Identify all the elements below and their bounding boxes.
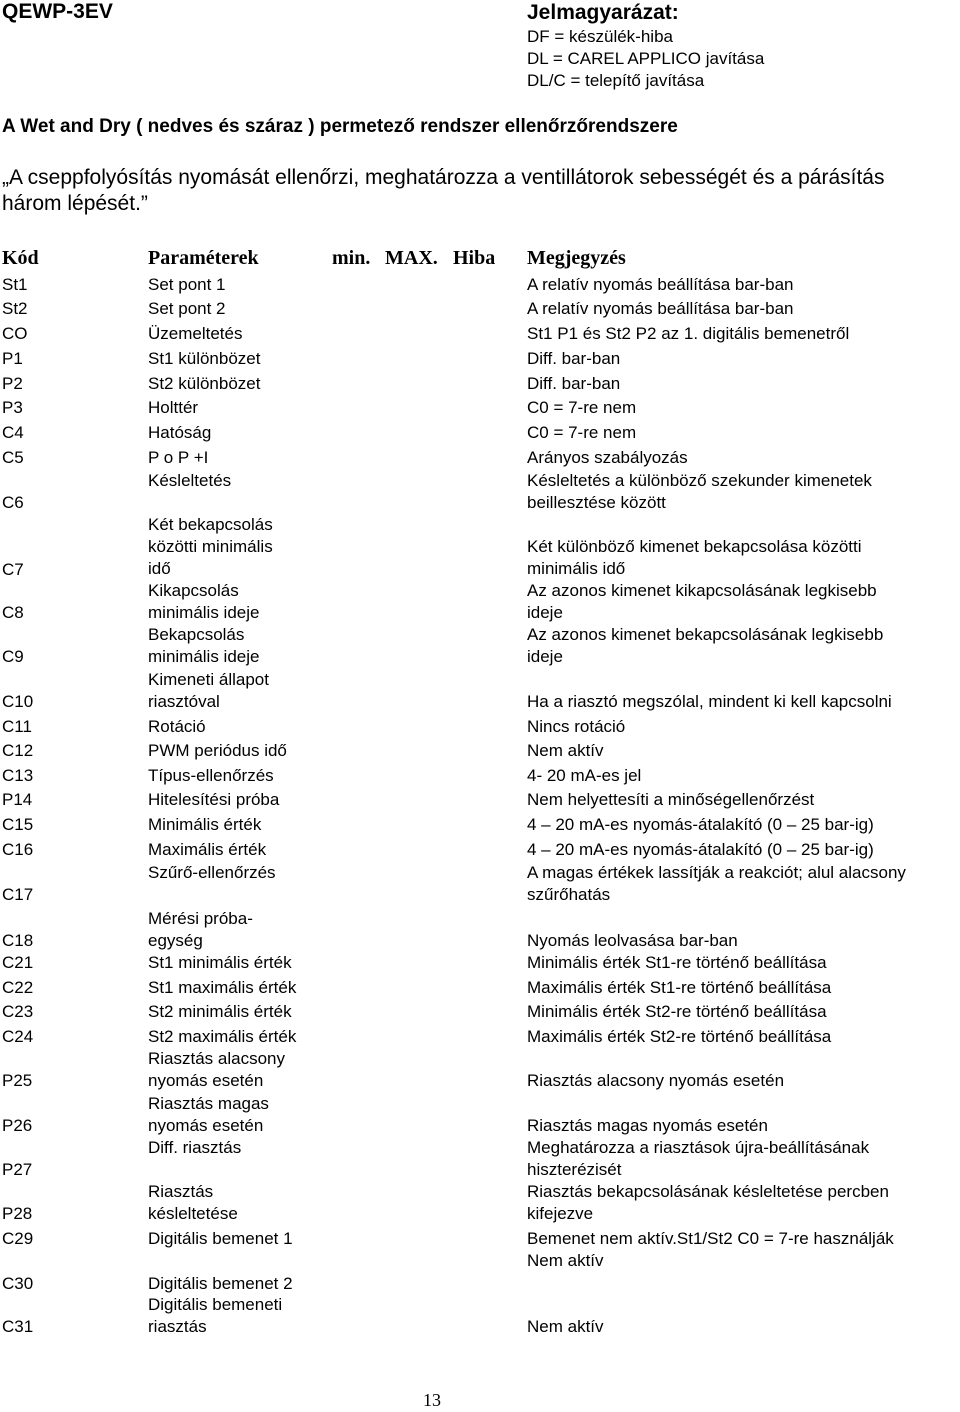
cell-note [527,470,872,514]
cell-note [527,1001,827,1023]
parameter-line: Digitális bemenet 2 [148,1274,293,1293]
cell-note [527,1070,784,1092]
note-line: ideje [527,603,563,622]
parameter-line: Kimeneti állapot [148,670,269,689]
cell-note [527,447,688,469]
cell-note [527,952,827,974]
note-line: Nem aktív [527,1317,604,1337]
cell-parameter [148,274,226,296]
cell-note [527,422,636,444]
cell-parameter [148,669,269,713]
note-line: szűrőhatás [527,885,611,904]
cell-note [527,1026,831,1048]
parameter-line: riasztóval [148,692,220,711]
cell-parameter [148,470,231,492]
cell-code: C7 [2,559,24,579]
cell-parameter [148,397,198,419]
parameter-line: St1 különbözet [148,349,261,368]
cell-note [527,1316,604,1338]
cell-parameter [148,348,260,370]
note-line: hiszterézisét [527,1160,622,1179]
header-code: Kód [2,247,39,269]
parameter-line: St2 különbözet [148,374,261,393]
cell-note [527,348,620,370]
note-line: Arányos szabályozás [527,448,688,467]
cell-code: C18 [2,931,34,951]
parameter-line: Riasztás alacsony [148,1049,286,1068]
parameter-line: Kikapcsolás [148,581,239,600]
note-line: A relatív nyomás beállítása bar-ban [527,275,794,294]
parameter-line: Riasztás magas [148,1094,269,1113]
parameter-line: Típus-ellenőrzés [148,766,274,785]
cell-code: C21 [2,953,34,972]
parameter-line: Riasztás [148,1182,214,1201]
note-line: Riasztás magas nyomás esetén [527,1116,768,1136]
cell-parameter [148,1048,285,1092]
cell-note [527,298,793,320]
cell-parameter [148,1273,293,1295]
parameter-line: St2 minimális érték [148,1002,292,1021]
note-line: Maximális érték St2-re történő beállítása [527,1027,832,1046]
note-line: minimális idő [527,559,626,579]
cell-code: C24 [2,1027,34,1046]
parameter-line: Hitelesítési próba [148,790,280,809]
parameter-line: riasztás [148,1317,207,1336]
parameter-line: St1 minimális érték [148,953,292,972]
parameter-line: P o P +I [148,448,209,467]
cell-note [527,1115,768,1137]
cell-code: P28 [2,1204,33,1224]
cell-note [527,1137,869,1181]
cell-code: P14 [2,790,33,809]
cell-note [527,930,738,952]
cell-note [527,814,874,836]
header-note: Megjegyzés [527,247,626,269]
cell-parameter [148,862,276,884]
cell-note [527,397,636,419]
section-title: A Wet and Dry ( nedves és száraz ) permetező rendszer ellenőrzőrendszere [2,116,678,137]
cell-note [527,691,892,713]
parameter-line: Két bekapcsolás [148,515,273,534]
cell-parameter [148,1181,238,1225]
parameter-line: idő [148,559,171,578]
note-line: Nem aktív [527,1251,604,1270]
cell-code: C17 [2,885,34,905]
cell-parameter [148,422,211,444]
parameter-line: Késleltetés [148,471,232,490]
cell-parameter [148,298,226,320]
parameter-line: nyomás esetén [148,1116,264,1135]
cell-parameter [148,1001,292,1023]
cell-parameter [148,447,208,469]
cell-parameter [148,1228,293,1250]
cell-parameter [148,323,242,345]
legend-item: DL/C = telepítő javítása [527,71,705,90]
parameter-line: minimális ideje [148,647,260,666]
cell-parameter [148,839,266,861]
note-line: Az azonos kimenet bekapcsolásának legkisebb [527,625,884,644]
note-line: C0 = 7-re nem [527,398,637,417]
page-number: 13 [423,1390,441,1410]
cell-note [527,274,793,296]
note-line: Késleltetés a különböző szekunder kimenetek [527,471,872,490]
legend-item: DL = CAREL APPLICO javítása [527,49,765,68]
note-line: Meghatározza a riasztások újra-beállításának [527,1138,870,1157]
cell-code: C12 [2,741,34,760]
cell-code: C11 [2,717,32,736]
cell-code: C10 [2,692,34,712]
note-line: 4- 20 mA-es jel [527,766,642,785]
cell-note [527,839,874,861]
cell-parameter [148,624,259,668]
cell-code: C5 [2,448,24,467]
cell-note [527,765,641,787]
note-line: A relatív nyomás beállítása bar-ban [527,299,794,318]
parameter-line: Set pont 2 [148,299,226,318]
cell-note [527,740,604,762]
parameter-line: Rotáció [148,717,206,736]
header-parameters: Paraméterek [148,247,259,269]
parameter-line: PWM periódus idő [148,741,287,760]
note-line: A magas értékek lassítják a reakciót; alul alacsony [527,863,906,882]
cell-note [527,323,849,345]
cell-code: CO [2,324,28,343]
cell-code: C22 [2,978,34,997]
note-line: kifejezve [527,1204,594,1223]
cell-code: C23 [2,1002,34,1021]
cell-note [527,1181,889,1225]
parameter-line: késleltetése [148,1204,238,1223]
cell-note [527,716,625,738]
parameter-line: Diff. riasztás [148,1138,242,1157]
cell-code: St1 [2,275,28,294]
legend-title: Jelmagyarázat: [527,1,679,24]
cell-parameter [148,514,273,580]
header-error: Hiba [453,247,496,269]
parameter-line: Minimális érték [148,815,262,834]
note-line: St1 P1 és St2 P2 az 1. digitális bemenetről [527,324,850,343]
header-min: min. [332,247,371,269]
note-line: Minimális érték St1-re történő beállítása [527,953,827,972]
note-line: 4 – 20 mA-es nyomás-átalakító (0 – 25 bar-ig) [527,840,874,859]
note-line: ideje [527,647,563,666]
note-line: Riasztás alacsony nyomás esetén [527,1071,785,1091]
cell-parameter [148,1026,296,1048]
cell-parameter [148,580,259,624]
cell-parameter [148,952,292,974]
parameter-line: minimális ideje [148,603,260,622]
cell-code: C6 [2,493,24,513]
cell-parameter [148,740,287,762]
parameter-line: nyomás esetén [148,1071,264,1090]
note-line: Két különböző kimenet bekapcsolása közötti [527,537,862,557]
cell-code: C13 [2,766,34,785]
cell-code: C29 [2,1229,34,1248]
cell-note [527,580,877,624]
cell-note [527,536,862,580]
note-line: Az azonos kimenet kikapcsolásának legkisebb [527,581,877,600]
note-line: Nem helyettesíti a minőségellenőrzést [527,790,815,809]
cell-code: C15 [2,815,34,834]
cell-note [527,789,814,811]
note-line: Diff. bar-ban [527,349,621,368]
parameter-line: Szűrő-ellenőrzés [148,863,276,882]
note-line: Ha a riasztó megszólal, mindent ki kell kapcsolni [527,692,892,712]
cell-code: C16 [2,840,34,859]
parameter-line: Hatóság [148,423,212,442]
parameter-line: St2 maximális érték [148,1027,297,1046]
cell-parameter [148,977,296,999]
cell-code: St2 [2,299,28,318]
cell-note [527,1228,894,1272]
cell-code: C9 [2,647,24,667]
parameter-line: Maximális érték [148,840,267,859]
cell-note [527,373,620,395]
note-line: Maximális érték St1-re történő beállítása [527,978,832,997]
parameter-line: Üzemeltetés [148,324,243,343]
cell-code: P1 [2,349,23,368]
cell-code: P25 [2,1071,33,1091]
parameter-line: Digitális bemenet 1 [148,1229,293,1248]
cell-note [527,977,831,999]
note-line: C0 = 7-re nem [527,423,637,442]
parameter-line: Mérési próba- [148,909,253,928]
cell-note [527,862,906,906]
cell-parameter [148,1137,241,1159]
note-line: beillesztése között [527,493,666,512]
cell-parameter [148,765,274,787]
parameter-line: Digitális bemeneti [148,1295,283,1314]
cell-parameter [148,789,279,811]
cell-code: P2 [2,374,23,393]
cell-parameter [148,373,260,395]
cell-parameter [148,1294,282,1338]
cell-code: C4 [2,423,24,442]
parameter-line: Holttér [148,398,199,417]
legend [527,0,764,92]
cell-code: P26 [2,1116,33,1136]
parameter-line: St1 maximális érték [148,978,297,997]
note-line: Riasztás bekapcsolásának késleltetése percben [527,1182,889,1201]
cell-note [527,624,883,668]
cell-code: C8 [2,603,24,623]
cell-parameter [148,908,253,952]
note-line: Minimális érték St2-re történő beállítása [527,1002,827,1021]
parameter-line: Bekapcsolás [148,625,245,644]
cell-parameter [148,716,206,738]
parameter-line: egység [148,931,203,950]
document-title: QEWP-3EV [2,0,113,23]
cell-code: P3 [2,398,23,417]
cell-parameter [148,814,261,836]
intro-paragraph: „A cseppfolyósítás nyomását ellenőrzi, meghatározza a ventillátorok sebességét és a párásítás három lépését.” [2,166,885,215]
note-line: Bemenet nem aktív.St1/St2 C0 = 7-re használják [527,1229,894,1248]
cell-code: C30 [2,1274,34,1293]
note-line: Nincs rotáció [527,717,626,736]
note-line: 4 – 20 mA-es nyomás-átalakító (0 – 25 bar-ig) [527,815,874,834]
parameter-line: Set pont 1 [148,275,226,294]
cell-parameter [148,1093,269,1137]
header-max: MAX. [385,247,438,269]
note-line: Nem aktív [527,741,604,760]
cell-code: C31 [2,1317,34,1337]
note-line: Diff. bar-ban [527,374,621,393]
note-line: Nyomás leolvasása bar-ban [527,931,738,951]
cell-code: P27 [2,1160,33,1180]
parameter-line: közötti minimális [148,537,273,556]
legend-item: DF = készülék-hiba [527,27,673,46]
